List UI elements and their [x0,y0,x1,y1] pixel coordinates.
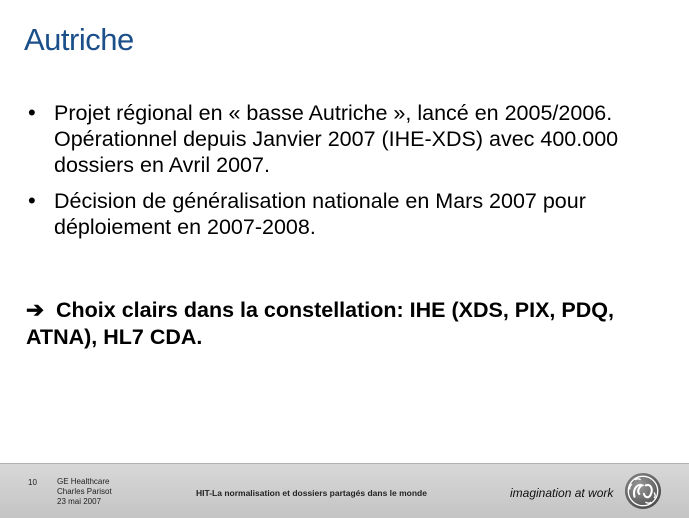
bullet-text: Décision de généralisation nationale en Mars 2007 pour déploiement en 2007-2008. [54,189,586,239]
conclusion [26,297,666,351]
bullet-text: Projet régional en « basse Autriche », lancé en 2005/2006. Opérationnel depuis Janvier 2007 (IHE-XDS) avec 400.000 dossiers en Avril 2007. [54,101,619,177]
footer-date: 23 mai 2007 [57,497,102,506]
bullet-list [28,100,668,250]
presentation-title: HIT-La normalisation et dossiers partagés dans le monde [196,488,427,498]
footer-meta [57,477,112,507]
slide-title: Autriche [24,22,134,57]
footer [0,463,689,518]
arrow-right-icon: ➔ [26,298,45,322]
bullet-icon: • [28,188,36,213]
author-name: Charles Parisot [57,487,112,496]
page-number: 10 [28,478,37,487]
conclusion-text: Choix clairs dans la constellation: IHE (XDS, PIX, PDQ, ATNA), HL7 CDA. [26,298,614,349]
list-item [28,188,668,240]
company-name: GE Healthcare [57,477,110,486]
bullet-icon: • [28,100,36,125]
ge-logo-icon [624,472,662,510]
tagline: imagination at work [510,486,614,500]
list-item [28,100,668,178]
